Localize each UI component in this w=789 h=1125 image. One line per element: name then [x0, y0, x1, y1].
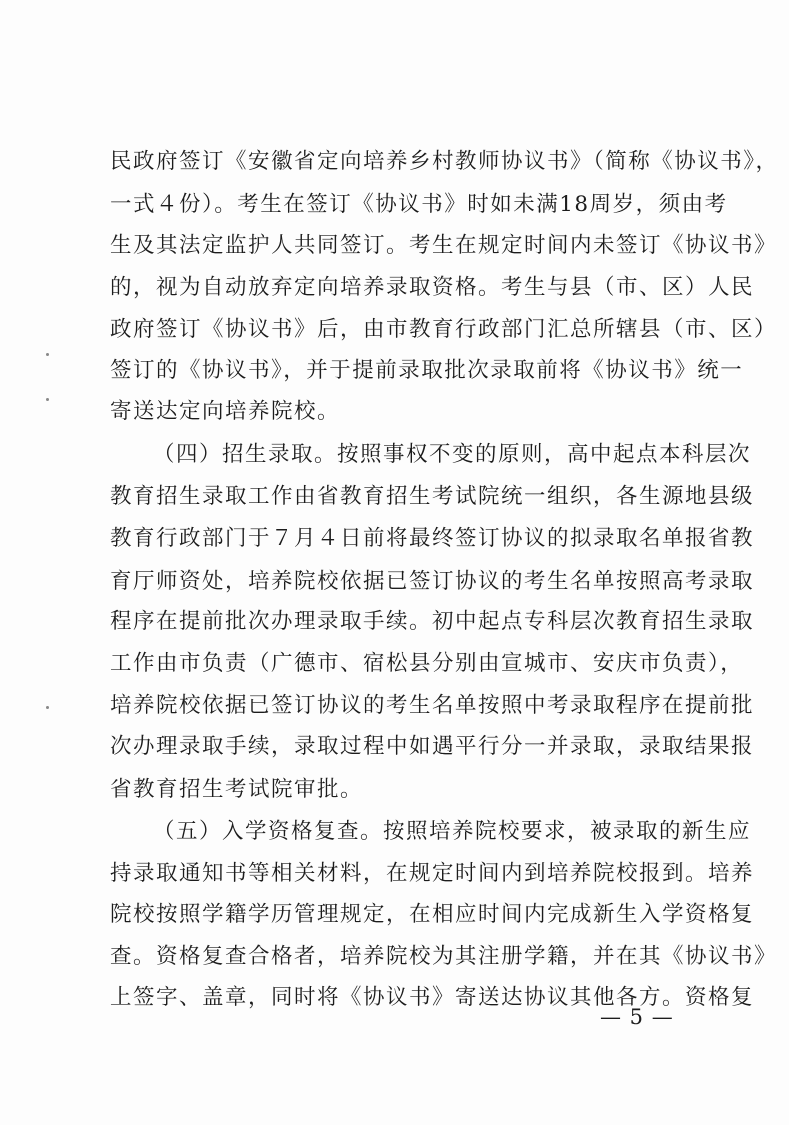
body-line: 签订的《协议书》，并于提前录取批次录取前将《协议书》统一 — [110, 358, 744, 383]
body-line: 政府签订《协议书》后，由市教育行政部门汇总所辖县（市、区） — [110, 317, 778, 342]
scan-mark — [46, 706, 49, 709]
body-line: 一式４份）。考生在签订《协议书》时如未满18周岁，须由考 — [110, 192, 728, 217]
body-line: 寄送达定向培养院校。 — [110, 399, 341, 424]
body-line: 工作由市负责（广德市、宿松县分别由宣城市、安庆市负责）， — [110, 651, 744, 676]
body-line: 省教育招生考试院审批。 — [110, 777, 364, 802]
body-line: 民政府签订《安徽省定向培养乡村教师协议书》（简称《协议书》， — [110, 149, 779, 174]
body-line: 上签字、盖章，同时将《协议书》寄送达协议其他各方。资格复 — [110, 985, 755, 1010]
body-line: 培养院校依据已签订协议的考生名单按照中考录取程序在提前批 — [110, 693, 755, 718]
section-five-heading-line: （五）入学资格复查。按照培养院校要求，被录取的新生应 — [153, 819, 752, 844]
body-line: 育厅师资处，培养院校依据已签订协议的考生名单按照高考录取 — [110, 569, 755, 594]
body-line: 查。资格复查合格者，培养院校为其注册学籍，并在其《协议书》 — [110, 944, 778, 969]
body-line: 次办理录取手续，录取过程中如遇平行分一并录取，录取结果报 — [110, 734, 755, 759]
page-number: — 5 — — [600, 1005, 674, 1029]
body-line: 程序在提前批次办理录取手续。初中起点专科层次教育招生录取 — [110, 609, 755, 634]
body-line: 教育招生录取工作由省教育招生考试院统一组织，各生源地县级 — [110, 484, 755, 509]
scan-mark — [46, 353, 49, 356]
section-four-heading-line: （四）招生录取。按照事权不变的原则，高中起点本科层次 — [153, 442, 752, 467]
body-line: 教育行政部门于７月４日前将最终签订协议的拟录取名单报省教 — [110, 526, 755, 551]
scan-mark — [46, 398, 49, 401]
body-line: 院校按照学籍学历管理规定，在相应时间内完成新生入学资格复 — [110, 902, 755, 927]
body-line: 的，视为自动放弃定向培养录取资格。考生与县（市、区）人民 — [110, 275, 755, 300]
body-line: 生及其法定监护人共同签订。考生在规定时间内未签订《协议书》 — [110, 233, 778, 258]
body-line: 持录取通知书等相关材料，在规定时间内到培养院校报到。培养 — [110, 861, 755, 886]
